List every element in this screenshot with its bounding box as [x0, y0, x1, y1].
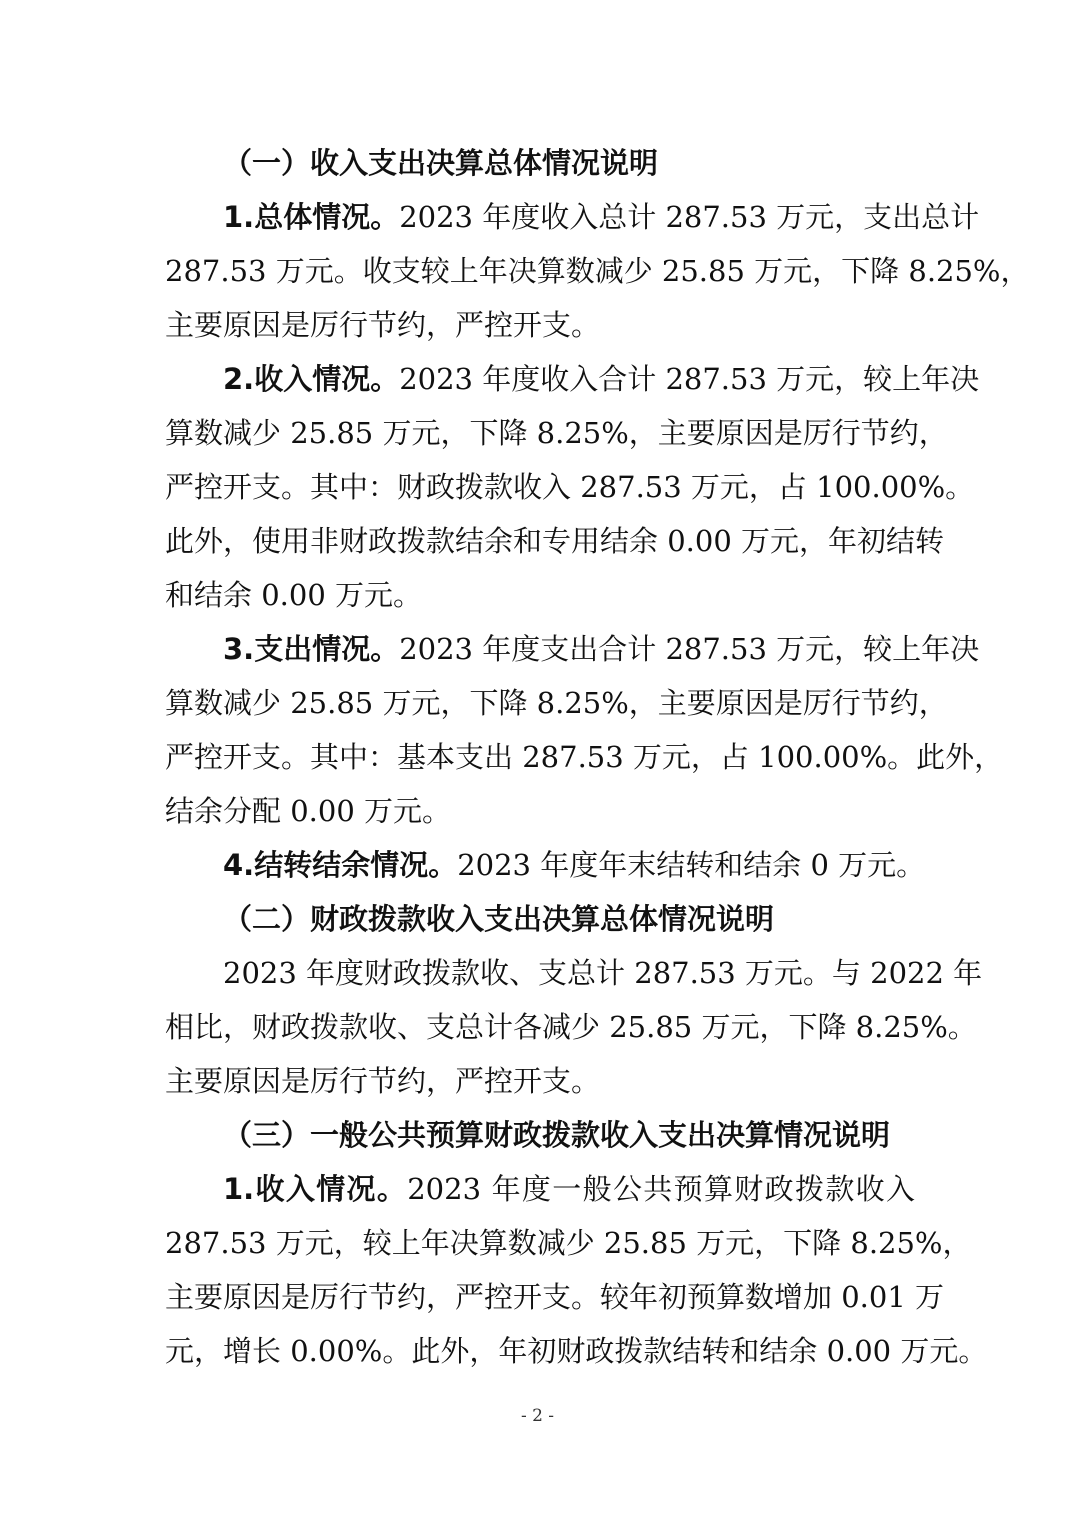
paragraph-fiscal-line-3: 主要原因是厉行节约，严控开支。: [165, 1064, 601, 1098]
paragraph-public-budget-line-4: 元，增长 0.00%。此外，年初财政拨款结转和结余 0.00 万元。: [165, 1334, 988, 1368]
paragraph-public-budget-line-2: 287.53 万元，较上年决算数减少 25.85 万元，下降 8.25%，: [165, 1226, 972, 1260]
paragraph-text: 2023 年度收入总计 287.53 万元，支出总计: [399, 200, 980, 234]
paragraph-expense-line-3: 严控开支。其中：基本支出 287.53 万元，占 100.00%。此外，: [165, 740, 1004, 774]
paragraph-text: 2023 年度收入合计 287.53 万元，较上年决: [399, 362, 980, 396]
paragraph-lead: 2.收入情况。: [223, 362, 400, 396]
paragraph-fiscal-line-1: 2023 年度财政拨款收、支总计 287.53 万元。与 2022 年: [223, 956, 983, 990]
paragraph-expense-line-4: 结余分配 0.00 万元。: [165, 794, 452, 828]
paragraph-overall-line-1: [165, 190, 980, 244]
paragraph-income-line-2: 算数减少 25.85 万元，下降 8.25%，主要原因是厉行节约，: [165, 416, 948, 450]
paragraph-carryover-line-1: [165, 838, 926, 892]
document-body: [165, 136, 1030, 1378]
paragraph-income-line-1: [165, 352, 980, 406]
paragraph-lead: 1.总体情况。: [223, 200, 400, 234]
paragraph-overall-line-2: 287.53 万元。收支较上年决算数减少 25.85 万元，下降 8.25%，: [165, 254, 1030, 288]
section-heading-3: （三）一般公共预算财政拨款收入支出决算情况说明: [223, 1118, 891, 1152]
paragraph-expense-line-1: [165, 622, 980, 676]
paragraph-lead: 1.收入情况。: [223, 1172, 408, 1206]
paragraph-public-budget-line-3: 主要原因是厉行节约，严控开支。较年初预算数增加 0.01 万: [165, 1280, 945, 1314]
paragraph-income-line-4: 此外，使用非财政拨款结余和专用结余 0.00 万元，年初结转: [165, 524, 945, 558]
paragraph-text: 2023 年度支出合计 287.53 万元，较上年决: [399, 632, 980, 666]
paragraph-overall-line-3: 主要原因是厉行节约，严控开支。: [165, 308, 601, 342]
paragraph-fiscal-line-2: 相比，财政拨款收、支总计各减少 25.85 万元，下降 8.25%。: [165, 1010, 977, 1044]
paragraph-lead: 4.结转结余情况。: [223, 848, 458, 882]
section-heading-1: （一）收入支出决算总体情况说明: [223, 146, 659, 180]
paragraph-text: 2023 年度一般公共预算财政拨款收入: [407, 1172, 915, 1206]
paragraph-lead: 3.支出情况。: [223, 632, 400, 666]
paragraph-public-budget-line-1: [165, 1162, 915, 1216]
page-number: - 2 -: [520, 1406, 555, 1426]
paragraph-expense-line-2: 算数减少 25.85 万元，下降 8.25%，主要原因是厉行节约，: [165, 686, 948, 720]
paragraph-income-line-3: 严控开支。其中：财政拨款收入 287.53 万元，占 100.00%。: [165, 470, 975, 504]
paragraph-text: 2023 年度年末结转和结余 0 万元。: [457, 848, 926, 882]
paragraph-income-line-5: 和结余 0.00 万元。: [165, 578, 423, 612]
section-heading-2: （二）财政拨款收入支出决算总体情况说明: [223, 902, 775, 936]
